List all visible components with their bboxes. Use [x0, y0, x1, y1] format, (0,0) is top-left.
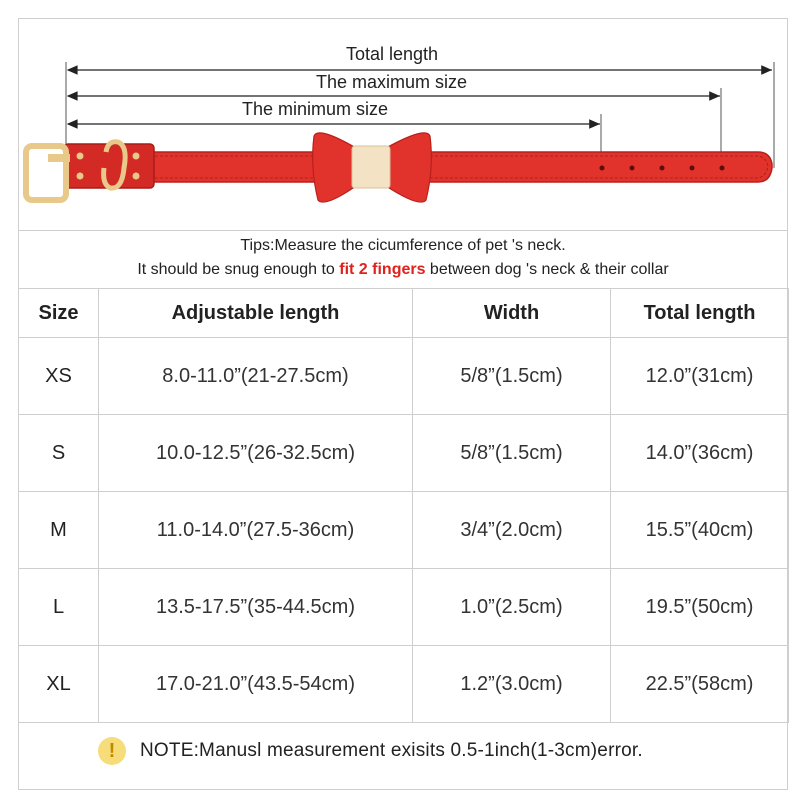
cell-adjustable-length: 13.5-17.5”(35-44.5cm) — [99, 569, 413, 646]
tips-highlight: fit 2 fingers — [339, 261, 426, 278]
cell-total-length: 19.5”(50cm) — [611, 569, 789, 646]
tips-line-2-start: It should be snug enough to — [137, 261, 340, 278]
table-header-row — [19, 289, 789, 338]
total-length-label: Total length — [346, 44, 439, 64]
header-total-length: Total length — [611, 289, 789, 338]
cell-total-length: 12.0”(31cm) — [611, 338, 789, 415]
cell-total-length: 15.5”(40cm) — [611, 492, 789, 569]
cell-size: L — [19, 569, 99, 646]
cell-total-length: 14.0”(36cm) — [611, 415, 789, 492]
tips-section — [18, 230, 788, 288]
bow — [313, 133, 432, 202]
cell-width: 1.2”(3.0cm) — [413, 646, 611, 723]
note-text: NOTE:Manusl measurement exisits 0.5-1inch(1-3cm)error. — [140, 740, 643, 761]
buckle — [26, 142, 154, 200]
table-row — [19, 338, 789, 415]
cell-adjustable-length: 11.0-14.0”(27.5-36cm) — [99, 492, 413, 569]
minimum-size-label: The minimum size — [242, 99, 389, 119]
cell-size: XL — [19, 646, 99, 723]
header-size: Size — [19, 289, 99, 338]
maximum-size-label: The maximum size — [316, 72, 468, 92]
size-table — [18, 288, 789, 723]
note-section — [18, 722, 788, 790]
collar-strap — [126, 152, 772, 182]
table-row — [19, 646, 789, 723]
cell-size: M — [19, 492, 99, 569]
cell-size: XS — [19, 338, 99, 415]
tips-line-2 — [18, 261, 788, 279]
cell-width: 5/8”(1.5cm) — [413, 338, 611, 415]
cell-width: 5/8”(1.5cm) — [413, 415, 611, 492]
cell-adjustable-length: 8.0-11.0”(21-27.5cm) — [99, 338, 413, 415]
header-adjustable-length: Adjustable length — [99, 289, 413, 338]
tips-line-1: Tips:Measure the cicumference of pet 's neck. — [240, 237, 566, 254]
table-row — [19, 569, 789, 646]
table-row — [19, 492, 789, 569]
cell-width: 1.0”(2.5cm) — [413, 569, 611, 646]
cell-width: 3/4”(2.0cm) — [413, 492, 611, 569]
table-row — [19, 415, 789, 492]
header-width: Width — [413, 289, 611, 338]
cell-size: S — [19, 415, 99, 492]
collar-diagram — [18, 18, 788, 230]
tips-line-2-end: between dog 's neck & their collar — [425, 261, 669, 278]
cell-total-length: 22.5”(58cm) — [611, 646, 789, 723]
cell-adjustable-length: 10.0-12.5”(26-32.5cm) — [99, 415, 413, 492]
cell-adjustable-length: 17.0-21.0”(43.5-54cm) — [99, 646, 413, 723]
warning-icon: ! — [98, 737, 126, 765]
